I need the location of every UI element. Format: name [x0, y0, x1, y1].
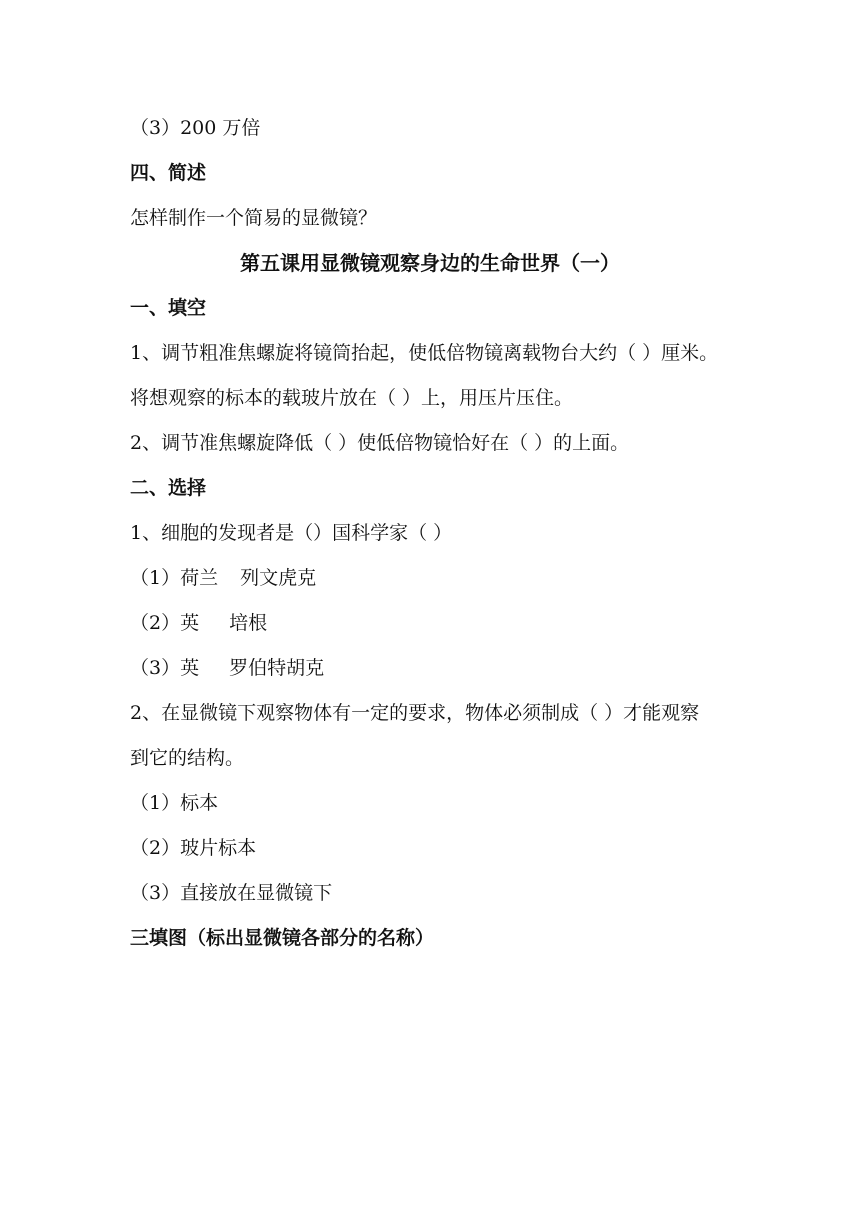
- option-text: 列文虎克: [240, 567, 317, 589]
- option-line: （3）200 万倍: [130, 117, 261, 139]
- fill-question-2: 2、调节准焦螺旋降低（ ）使低倍物镜恰好在（ ）的上面。: [130, 432, 630, 454]
- choice-question-2-continued: 到它的结构。: [130, 747, 245, 769]
- fill-question-1: 1、调节粗准焦螺旋将镜筒抬起，使低倍物镜离载物台大约（ ）厘米。: [130, 342, 719, 364]
- choice-option: （1）标本: [130, 792, 219, 814]
- option-text: 培根: [229, 612, 268, 634]
- option-number: （3）英: [130, 657, 200, 679]
- option-number: （1）荷兰: [130, 567, 219, 589]
- section-heading: 四、简述: [130, 162, 207, 184]
- choice-option: （2）玻片标本: [130, 837, 257, 859]
- option-number: （2）英: [130, 612, 200, 634]
- choice-question-1: 1、细胞的发现者是（）国科学家（ ）: [130, 522, 453, 544]
- lesson-title: 第五课用显微镜观察身边的生命世界（一）: [240, 251, 620, 275]
- section-heading: 一、填空: [130, 297, 207, 319]
- option-text: 罗伯特胡克: [229, 657, 325, 679]
- choice-option: （3）直接放在显微镜下: [130, 882, 333, 904]
- section-heading: 三填图（标出显微镜各部分的名称）: [130, 927, 435, 949]
- choice-option: [130, 656, 324, 680]
- choice-option: [130, 611, 267, 635]
- choice-option: [130, 566, 316, 590]
- section-heading: 二、选择: [130, 477, 207, 499]
- choice-question-2: 2、在显微镜下观察物体有一定的要求，物体必须制成（ ）才能观察: [130, 702, 700, 724]
- fill-question-1-continued: 将想观察的标本的载玻片放在（ ）上，用压片压住。: [130, 387, 574, 409]
- question-text: 怎样制作一个简易的显微镜？: [130, 207, 378, 229]
